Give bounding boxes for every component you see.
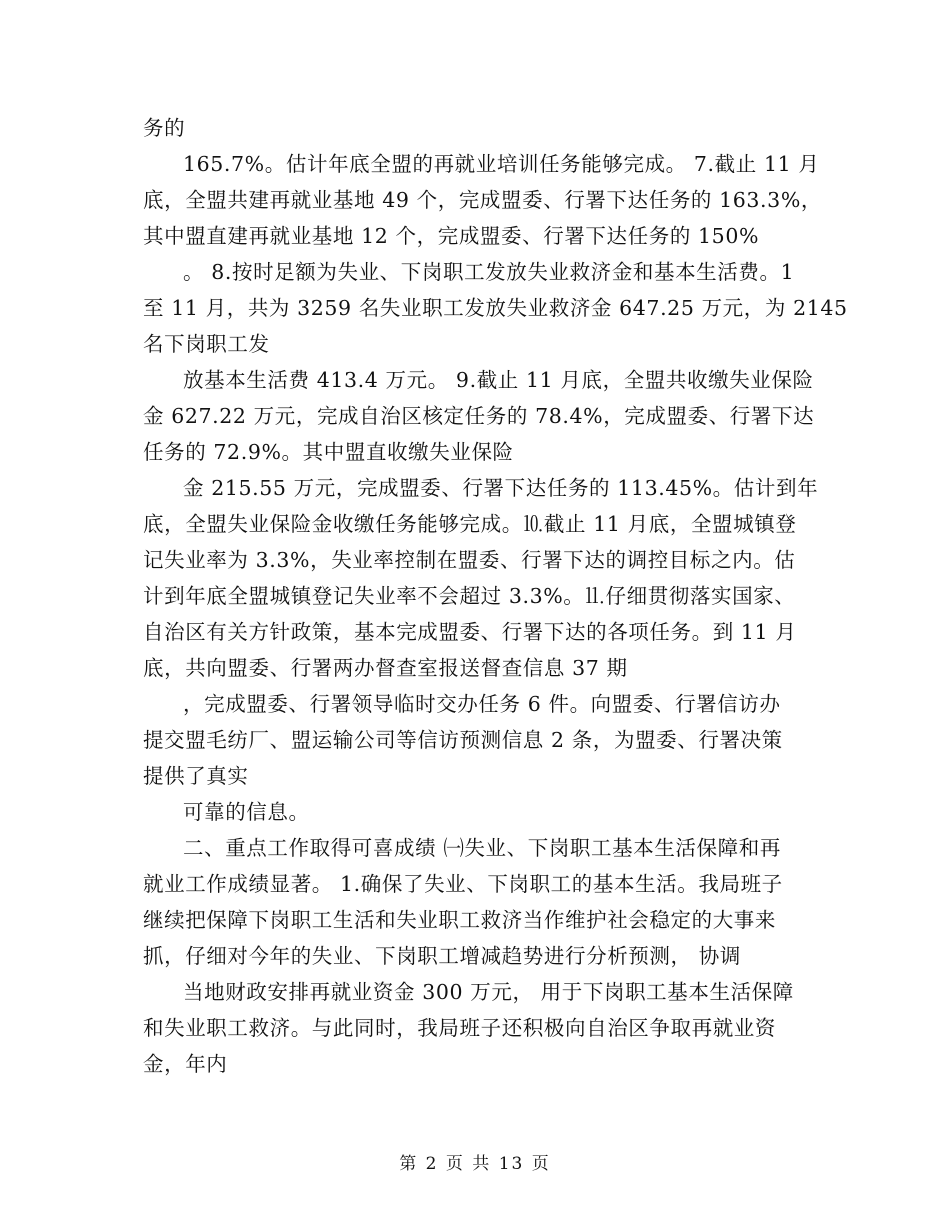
body-text-line: 提供了真实: [143, 764, 249, 788]
body-text-line: 就业工作成绩显著。 1.确保了失业、下岗职工的基本生活。我局班子: [143, 872, 783, 896]
body-text-line: 提交盟毛纺厂、盟运输公司等信访预测信息 2 条，为盟委、行署决策: [143, 728, 783, 752]
body-text-line: 。 8.按时足额为失业、下岗职工发放失业救济金和基本生活费。1: [183, 260, 795, 284]
body-text-line: 底，全盟失业保险金收缴任务能够完成。⒑截止 11 月底，全盟城镇登: [143, 512, 797, 536]
body-text-line: 继续把保障下岗职工生活和失业职工救济当作维护社会稳定的大事来: [143, 908, 776, 932]
body-text-line: 165.7%。估计年底全盟的再就业培训任务能够完成。 7.截止 11 月: [183, 152, 820, 176]
body-text-line: 金，年内: [143, 1052, 228, 1076]
body-text-line: 底，共向盟委、行署两办督查室报送督查信息 37 期: [143, 656, 628, 680]
body-text-line: 金 215.55 万元，完成盟委、行署下达任务的 113.45%。估计到年: [183, 476, 819, 500]
body-text-line: 可靠的信息。: [183, 800, 310, 824]
body-text-line: 底，全盟共建再就业基地 49 个，完成盟委、行署下达任务的 163.3%，: [143, 188, 822, 212]
body-text-line: 和失业职工救济。与此同时，我局班子还积极向自治区争取再就业资: [143, 1016, 776, 1040]
body-text-line: 计到年底全盟城镇登记失业率不会超过 3.3%。⒒仔细贯彻落实国家、: [143, 584, 796, 608]
page-number-footer: 第 2 页 共 13 页: [399, 1154, 551, 1174]
body-text-line: 抓，仔细对今年的失业、下岗职工增减趋势进行分析预测， 协调: [143, 944, 741, 968]
body-text-line: 当地财政安排再就业资金 300 万元， 用于下岗职工基本生活保障: [183, 980, 794, 1004]
body-text-line: 其中盟直建再就业基地 12 个，完成盟委、行署下达任务的 150%: [143, 224, 760, 248]
body-text-line: 名下岗职工发: [143, 332, 270, 356]
body-text-line: 记失业率为 3.3%，失业率控制在盟委、行署下达的调控目标之内。估: [143, 548, 796, 572]
section-heading-line: 二、重点工作取得可喜成绩 ㈠失业、下岗职工基本生活保障和再: [183, 836, 781, 860]
body-text-line: 任务的 72.9%。其中盟直收缴失业保险: [143, 440, 514, 464]
body-text-line: 至 11 月，共为 3259 名失业职工发放失业救济金 647.25 万元，为 2145: [143, 296, 848, 320]
body-text-line: 放基本生活费 413.4 万元。 9.截止 11 月底，全盟共收缴失业保险: [183, 368, 814, 392]
body-text-line: 务的: [143, 116, 186, 140]
body-text-line: 金 627.22 万元，完成自治区核定任务的 78.4%，完成盟委、行署下达: [143, 404, 815, 428]
body-text-line: 自治区有关方针政策，基本完成盟委、行署下达的各项任务。到 11 月: [143, 620, 797, 644]
body-text-line: ，完成盟委、行署领导临时交办任务 6 件。向盟委、行署信访办: [183, 692, 781, 716]
